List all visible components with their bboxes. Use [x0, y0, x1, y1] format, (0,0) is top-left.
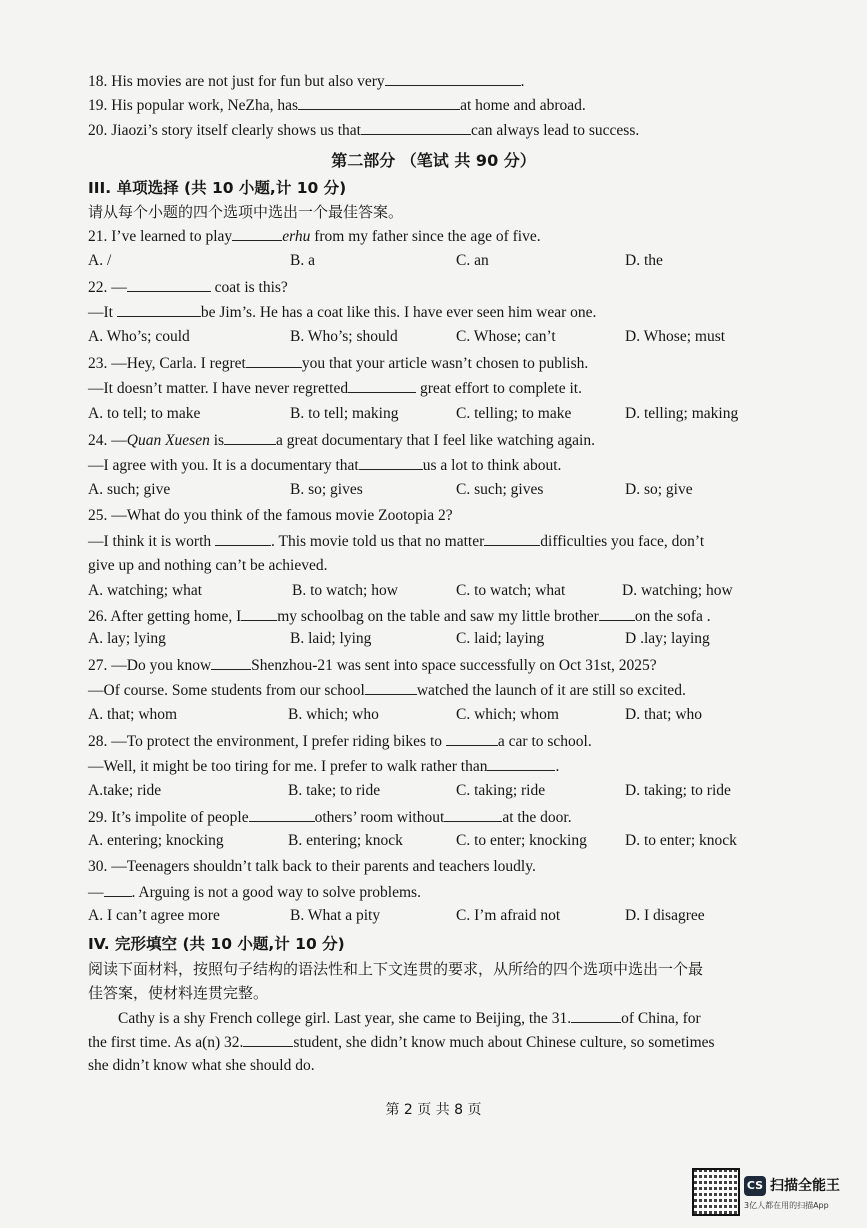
section3-heading: III. 单项选择 (共 10 小题,计 10 分): [88, 179, 347, 197]
option-d[interactable]: D. that; who: [625, 706, 703, 723]
question-28-reply: —Well, it might be too tiring for me. I prefer to walk rather than .: [88, 758, 560, 775]
scanner-watermark: [692, 1168, 857, 1216]
question-25-reply: —I think it is worth . This movie told us that no matter difficulties you face, don’t: [88, 533, 705, 550]
option-b[interactable]: B. laid; lying: [290, 630, 372, 647]
question-20: 20. Jiaozi’s story itself clearly shows us that can always lead to success.: [88, 122, 640, 139]
answer-blank[interactable]: [224, 430, 276, 445]
section3-instruction: 请从每个小题的四个选项中选出一个最佳答案。: [88, 203, 404, 221]
answer-blank[interactable]: [361, 120, 471, 135]
answer-blank[interactable]: [599, 606, 635, 621]
option-d[interactable]: D. so; give: [625, 481, 693, 498]
question-23-reply: —It doesn’t matter. I have never regretted great effort to complete it.: [88, 380, 582, 397]
answer-blank[interactable]: [246, 353, 302, 368]
answer-blank[interactable]: [446, 731, 498, 746]
option-b[interactable]: B. What a pity: [290, 907, 381, 924]
option-a[interactable]: A. entering; knocking: [88, 832, 224, 849]
question-23: 23. —Hey, Carla. I regret you that your article wasn’t chosen to publish.: [88, 355, 589, 372]
option-d[interactable]: D. telling; making: [625, 405, 739, 422]
question-24-reply: —I agree with you. It is a documentary that us a lot to think about.: [88, 457, 562, 474]
answer-blank[interactable]: [484, 531, 540, 546]
option-c[interactable]: C. such; gives: [456, 481, 544, 498]
option-a[interactable]: A. I can’t agree more: [88, 907, 220, 924]
passage-line-3: she didn’t know what she should do.: [88, 1057, 315, 1074]
option-c[interactable]: C. to watch; what: [456, 582, 566, 599]
option-b[interactable]: B. to watch; how: [292, 582, 398, 599]
option-a[interactable]: A. /: [88, 252, 112, 269]
answer-blank[interactable]: [243, 1032, 293, 1047]
question-27-reply: —Of course. Some students from our school watched the launch of it are still so excited.: [88, 682, 686, 699]
question-25: 25. —What do you think of the famous movie Zootopia 2?: [88, 507, 453, 524]
option-b[interactable]: B. take; to ride: [288, 782, 381, 799]
passage-line-1: Cathy is a shy French college girl. Last year, she came to Beijing, the 31. of China, for: [118, 1010, 701, 1027]
option-a[interactable]: A. lay; lying: [88, 630, 166, 647]
question-25-reply-cont: give up and nothing can’t be achieved.: [88, 557, 328, 574]
answer-blank[interactable]: [444, 807, 502, 822]
section4-instruction-line2: 佳答案，使材料连贯完整。: [88, 984, 269, 1002]
option-c[interactable]: C. laid; laying: [456, 630, 545, 647]
question-22-reply: —It be Jim’s. He has a coat like this. I have ever seen him wear one.: [88, 304, 597, 321]
option-d[interactable]: D. taking; to ride: [625, 782, 731, 799]
option-b[interactable]: B. Who’s; should: [290, 328, 398, 345]
camscanner-logo-icon: CS: [744, 1176, 766, 1196]
option-c[interactable]: C. telling; to make: [456, 405, 572, 422]
option-b[interactable]: B. a: [290, 252, 315, 269]
option-b[interactable]: B. to tell; making: [290, 405, 399, 422]
option-d[interactable]: D. Whose; must: [625, 328, 726, 345]
option-c[interactable]: C. which; whom: [456, 706, 559, 723]
option-b[interactable]: B. entering; knock: [288, 832, 403, 849]
option-d[interactable]: D. I disagree: [625, 907, 705, 924]
question-30-reply: — . Arguing is not a good way to solve problems.: [88, 884, 421, 901]
answer-blank[interactable]: [365, 680, 417, 695]
answer-blank[interactable]: [348, 378, 416, 393]
option-d[interactable]: D. watching; how: [622, 582, 733, 599]
watermark-tagline: 3亿人都在用的扫描App: [744, 1201, 829, 1210]
question-30: 30. —Teenagers shouldn’t talk back to their parents and teachers loudly.: [88, 858, 536, 875]
answer-blank[interactable]: [232, 226, 282, 241]
answer-blank[interactable]: [211, 655, 251, 670]
option-d[interactable]: D .lay; laying: [625, 630, 710, 647]
option-c[interactable]: C. to enter; knocking: [456, 832, 587, 849]
watermark-app-name: 扫描全能王: [770, 1178, 840, 1194]
option-c[interactable]: C. an: [456, 252, 489, 269]
answer-blank[interactable]: [215, 531, 271, 546]
section4-instruction-line1: 阅读下面材料，按照句子结构的语法性和上下文连贯的要求，从所给的四个选项中选出一个最: [88, 960, 704, 978]
answer-blank[interactable]: [298, 95, 460, 110]
answer-blank[interactable]: [241, 606, 277, 621]
answer-blank[interactable]: [249, 807, 315, 822]
answer-blank[interactable]: [117, 302, 201, 317]
passage-line-2: the first time. As a(n) 32. student, she didn’t know much about Chinese culture, so sometimes: [88, 1034, 715, 1051]
option-a[interactable]: A. such; give: [88, 481, 171, 498]
option-c[interactable]: C. Whose; can’t: [456, 328, 556, 345]
answer-blank[interactable]: [385, 71, 521, 86]
option-d[interactable]: D. to enter; knock: [625, 832, 737, 849]
option-d[interactable]: D. the: [625, 252, 663, 269]
question-26: 26. After getting home, I my schoolbag on the table and saw my little brother on the sofa .: [88, 608, 711, 625]
question-22: 22. — coat is this?: [88, 279, 288, 296]
question-18: 18. His movies are not just for fun but also very .: [88, 73, 525, 90]
answer-blank[interactable]: [104, 882, 132, 897]
option-a[interactable]: A. watching; what: [88, 582, 203, 599]
question-21: 21. I’ve learned to play erhu from my father since the age of five.: [88, 228, 541, 245]
option-a[interactable]: A. that; whom: [88, 706, 178, 723]
option-c[interactable]: C. taking; ride: [456, 782, 546, 799]
option-a[interactable]: A. to tell; to make: [88, 405, 201, 422]
answer-blank[interactable]: [571, 1008, 621, 1023]
option-b[interactable]: B. so; gives: [290, 481, 363, 498]
part2-title: 第二部分 （笔试 共 90 分）: [331, 151, 536, 170]
question-27: 27. —Do you know Shenzhou-21 was sent into space successfully on Oct 31st, 2025?: [88, 657, 657, 674]
page-footer: 第 2 页 共 8 页: [385, 1102, 482, 1118]
question-29: 29. It’s impolite of people others’ room without at the door.: [88, 809, 572, 826]
option-a[interactable]: A. Who’s; could: [88, 328, 190, 345]
section4-heading: IV. 完形填空 (共 10 小题,计 10 分): [88, 935, 345, 953]
answer-blank[interactable]: [359, 455, 423, 470]
answer-blank[interactable]: [487, 756, 555, 771]
option-b[interactable]: B. which; who: [288, 706, 379, 723]
question-24: 24. —Quan Xuesen is a great documentary that I feel like watching again.: [88, 432, 595, 449]
question-19: 19. His popular work, NeZha, has at home and abroad.: [88, 97, 586, 114]
option-c[interactable]: C. I’m afraid not: [456, 907, 561, 924]
option-a[interactable]: A.take; ride: [88, 782, 162, 799]
answer-blank[interactable]: [127, 277, 211, 292]
qr-code-icon: [692, 1168, 740, 1216]
question-28: 28. —To protect the environment, I prefer riding bikes to a car to school.: [88, 733, 592, 750]
